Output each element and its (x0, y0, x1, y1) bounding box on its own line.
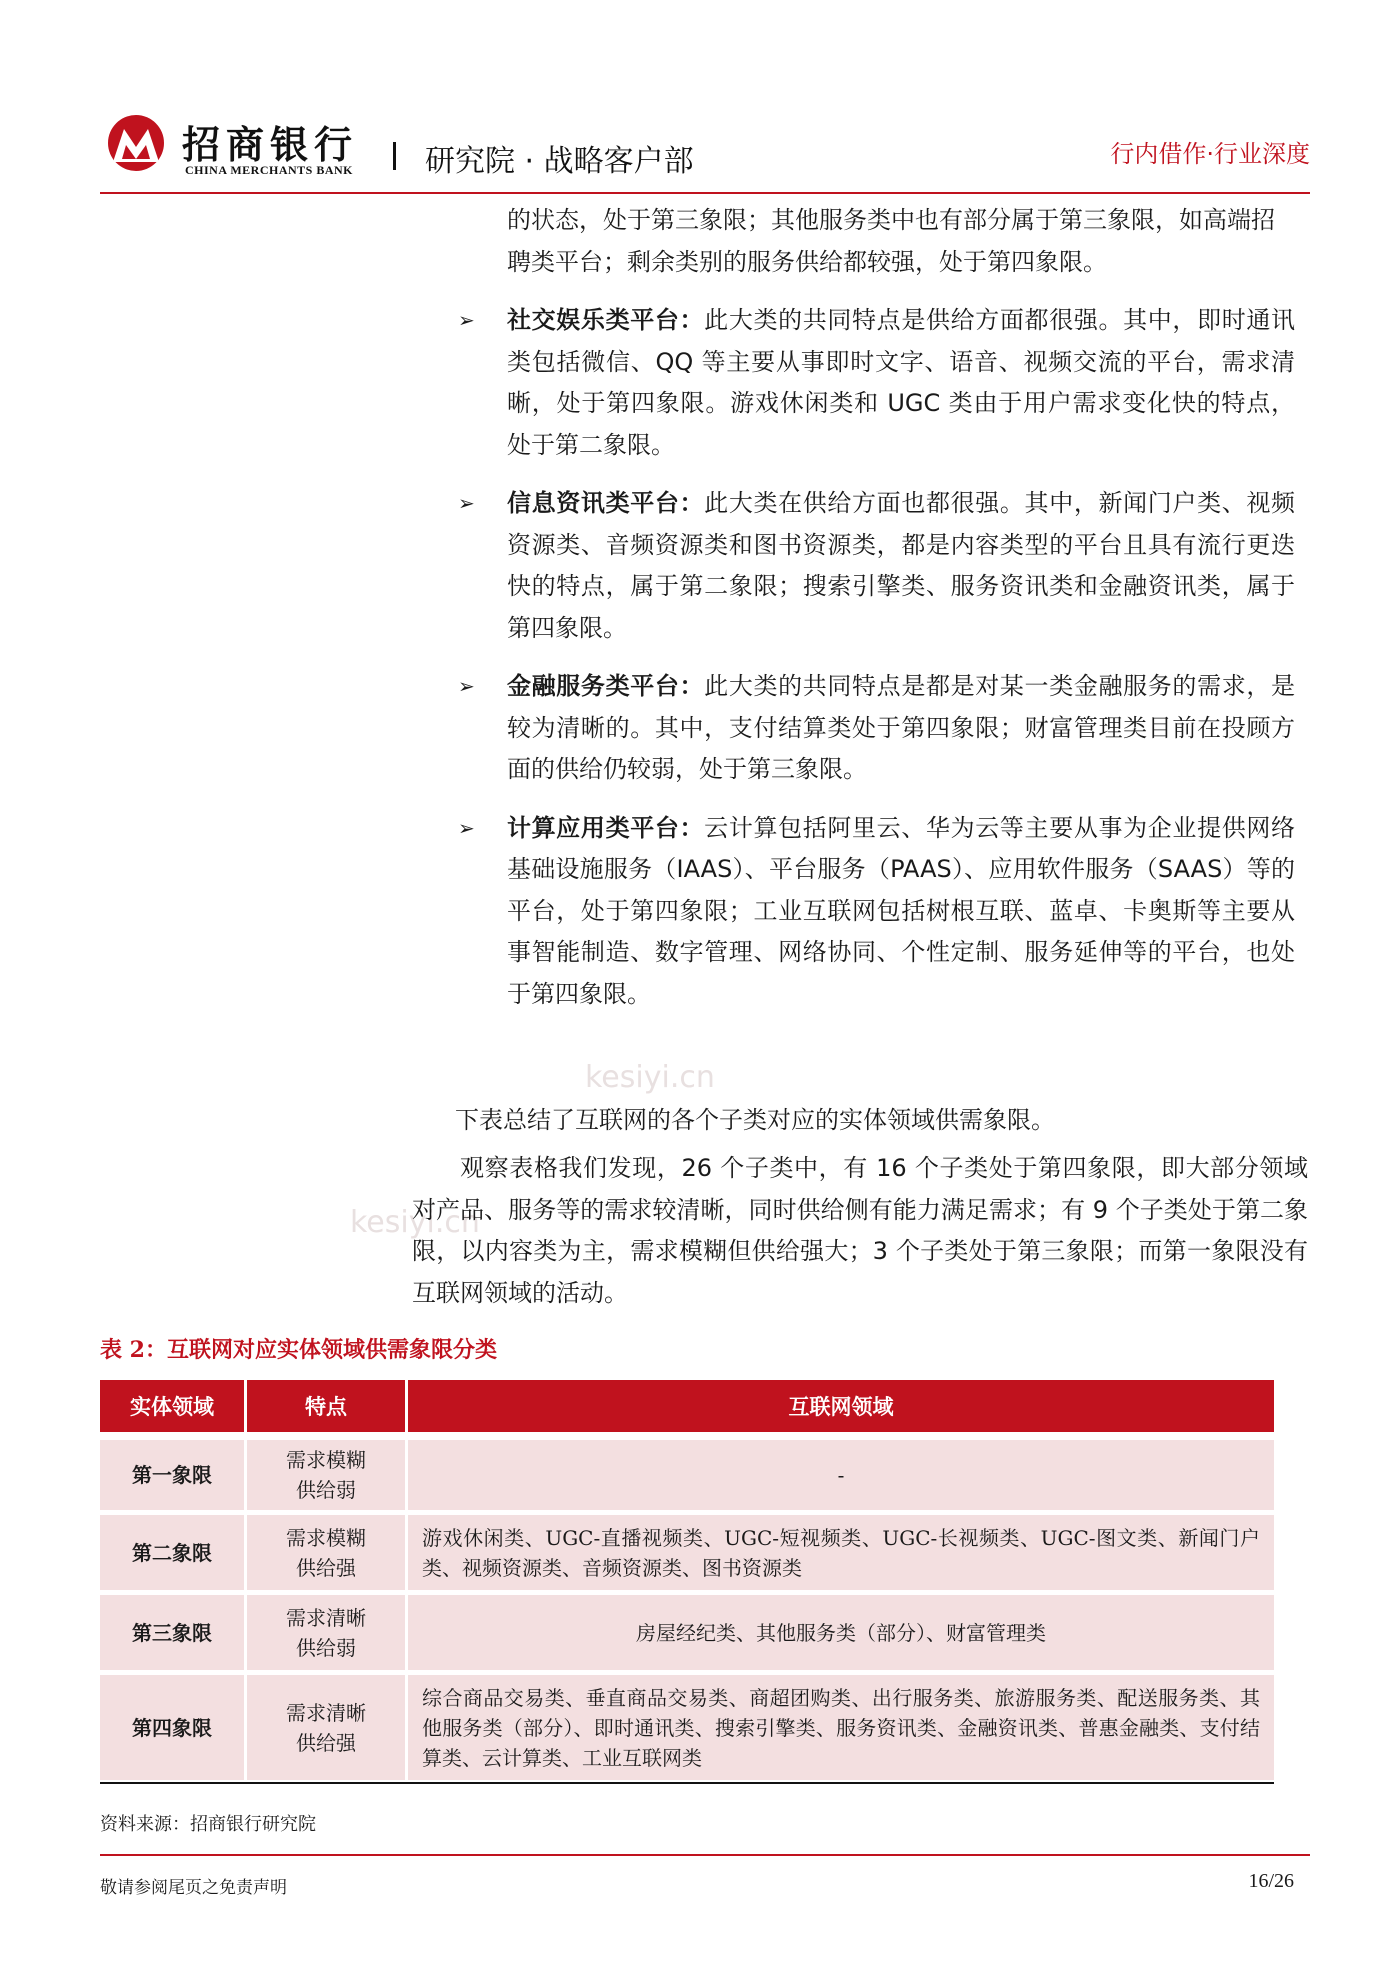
feature-line: 供给强 (296, 1730, 356, 1755)
report-tag: 行内借作·行业深度 (1110, 140, 1310, 168)
page-number: 16/26 (1248, 1870, 1294, 1892)
feature-cell (247, 1670, 408, 1780)
table-source: 资料来源：招商银行研究院 (100, 1814, 316, 1835)
header-cell: 互联网领域 (408, 1380, 1274, 1432)
feature-line: 需求模糊 (286, 1525, 366, 1550)
feature-line: 需求清晰 (286, 1605, 366, 1630)
department-title: 研究院 · 战略客户部 (425, 144, 694, 179)
continuation-text: 的状态，处于第三象限；其他服务类中也有部分属于第三象限，如高端招聘类平台；剩余类别的服务供给都较强，处于第四象限。 (507, 206, 1275, 276)
feature-line: 供给弱 (296, 1478, 356, 1502)
feature-line: 供给强 (296, 1555, 356, 1580)
bullet-title: 社交娱乐类平台： (507, 306, 705, 334)
quadrant-cell: 第三象限 (100, 1590, 247, 1670)
feature-line: 供给弱 (296, 1635, 356, 1660)
header-cell: 实体领域 (100, 1380, 247, 1432)
watermark: kesiyi.cn (585, 1060, 715, 1095)
domains-cell: 综合商品交易类、垂直商品交易类、商超团购类、出行服务类、旅游服务类、配送服务类、其他服务类（部分）、即时通讯类、搜索引擎类、服务资讯类、金融资讯类、普惠金融类、支付结算类、云计算类、工业互联网类 (408, 1670, 1274, 1780)
table-header-row (100, 1380, 1274, 1432)
quadrant-cell: 第四象限 (100, 1670, 247, 1780)
bullet-item (455, 483, 1295, 649)
header-cell: 特点 (247, 1380, 408, 1432)
bullet-title: 计算应用类平台： (507, 813, 705, 842)
feature-line: 需求清晰 (286, 1700, 366, 1725)
quadrant-cell: 第一象限 (100, 1432, 247, 1510)
domains-cell: 房屋经纪类、其他服务类（部分）、财富管理类 (408, 1590, 1274, 1670)
arrow-bullet-icon: ➢ (458, 308, 475, 332)
feature-cell (247, 1590, 408, 1670)
bullet-title: 信息资讯类平台： (507, 489, 705, 517)
summary-paragraph: 下表总结了互联网的各个子类对应的实体领域供需象限。 (455, 1106, 1055, 1134)
header-rule (100, 192, 1310, 194)
feature-line: 需求模糊 (286, 1448, 366, 1472)
table-row (100, 1432, 1274, 1510)
bullet-text: 此大类在供给方面也都很强。其中，新闻门户类、视频资源类、音频资源类和图书资源类，都是内容类型的平台且具有流行更迭快的特点，属于第二象限；搜索引擎类、服务资讯类和金融资讯类，属于第四象限。 (507, 489, 1296, 642)
domains-cell: 游戏休闲类、UGC-直播视频类、UGC-短视频类、UGC-长视频类、UGC-图文类、新闻门户类、视频资源类、音频资源类、图书资源类 (408, 1510, 1274, 1590)
watermark: kesiyi.cn (350, 1205, 480, 1240)
bank-name-en: CHINA MERCHANTS BANK (185, 163, 354, 177)
footer-rule (100, 1854, 1310, 1856)
bullet-item (455, 808, 1295, 1016)
analysis-paragraph: 观察表格我们发现，26 个子类中，有 16 个子类处于第四象限，即大部分领域对产品、服务等的需求较清晰，同时供给侧有能力满足需求；有 9 个子类处于第二象限，以内容类为主，需求模糊但供给强大；3 个子类处于第三象限；而第一象限没有互联网领域的活动。 (412, 1154, 1308, 1307)
quadrant-cell: 第二象限 (100, 1510, 247, 1590)
table-title: 表 2：互联网对应实体领域供需象限分类 (100, 1337, 497, 1363)
bullet-text: 此大类的共同特点是供给方面都很强。其中，即时通讯类包括微信、QQ 等主要从事即时文字、语音、视频交流的平台，需求清晰，处于第四象限。游戏休闲类和 UGC 类由于用户需求变化快的特点，处于第二象限。 (507, 306, 1296, 459)
table-row (100, 1590, 1274, 1670)
arrow-bullet-icon: ➢ (458, 815, 475, 840)
table-row (100, 1510, 1274, 1590)
table-bottom-rule (100, 1782, 1274, 1784)
header-divider (393, 142, 396, 170)
table-row (100, 1670, 1274, 1780)
feature-cell (247, 1432, 408, 1510)
bullet-text: 云计算包括阿里云、华为云等主要从事为企业提供网络基础设施服务（IAAS）、平台服务（PAAS）、应用软件服务（SAAS）等的平台，处于第四象限；工业互联网包括树根互联、蓝卓、卡奥斯等主要从事智能制造、数字管理、网络协同、个性定制、服务延伸等的平台，也处于第四象限。 (507, 813, 1296, 1008)
arrow-bullet-icon: ➢ (458, 491, 475, 515)
bullet-list (455, 200, 1295, 1032)
bullet-item (455, 666, 1295, 791)
bullet-title: 金融服务类平台： (507, 672, 705, 700)
disclaimer-note: 敬请参阅尾页之免责声明 (100, 1878, 287, 1898)
quadrant-table (100, 1380, 1274, 1780)
arrow-bullet-icon: ➢ (458, 674, 475, 698)
page-header (100, 108, 1310, 188)
domains-cell: - (408, 1432, 1274, 1510)
feature-cell (247, 1510, 408, 1590)
bank-name-cn: 招商银行 (182, 122, 359, 167)
bullet-item (455, 300, 1295, 466)
bullet-text: 此大类的共同特点是都是对某一类金融服务的需求，是较为清晰的。其中，支付结算类处于第四象限；财富管理类目前在投顾方面的供给仍较弱，处于第三象限。 (507, 672, 1296, 783)
cmb-logo-icon (100, 113, 172, 173)
